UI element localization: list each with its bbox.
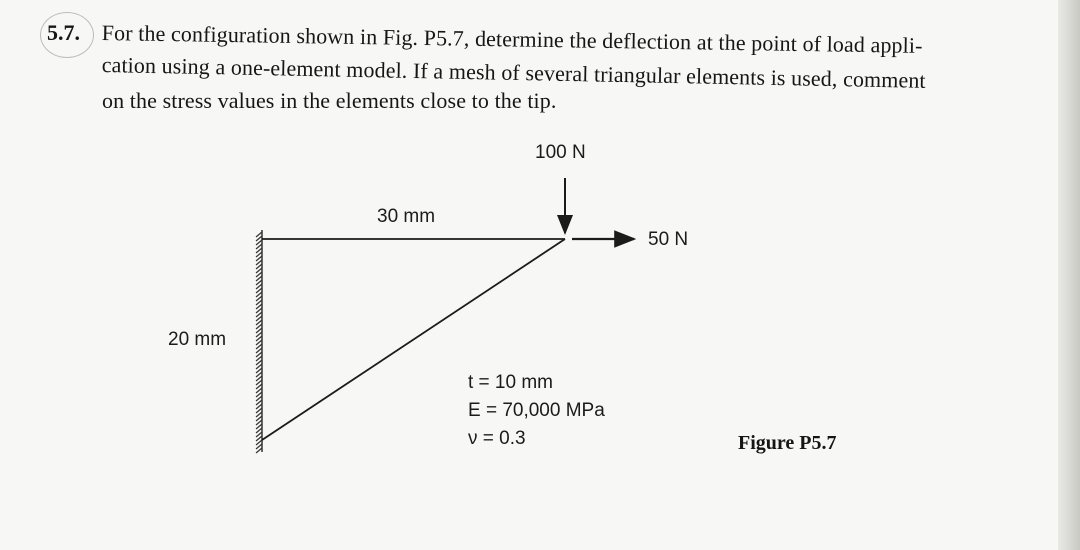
horizontal-load-label: 50 N [648, 229, 689, 250]
fixed-support-hatching [256, 230, 262, 453]
poisson-label: ν = 0.3 [468, 428, 526, 449]
vertical-load-label: 100 N [535, 142, 586, 163]
problem-text-line-3: on the stress values in the elements close to the tip. [102, 88, 557, 113]
problem-text-line-1: For the configuration shown in Fig. P5.7, determine the deflection at the point of load appli- [101, 20, 923, 58]
problem-text-line-2: cation using a one-element model. If a mesh of several triangular elements is used, comment [101, 52, 926, 93]
problem-number: 5.7. [47, 20, 80, 45]
figure-caption: Figure P5.7 [738, 432, 837, 454]
horizontal-dimension-label: 30 mm [377, 206, 436, 227]
thickness-label: t = 10 mm [468, 372, 553, 393]
vertical-dimension-label: 20 mm [168, 329, 227, 350]
modulus-label: E = 70,000 MPa [468, 400, 605, 421]
